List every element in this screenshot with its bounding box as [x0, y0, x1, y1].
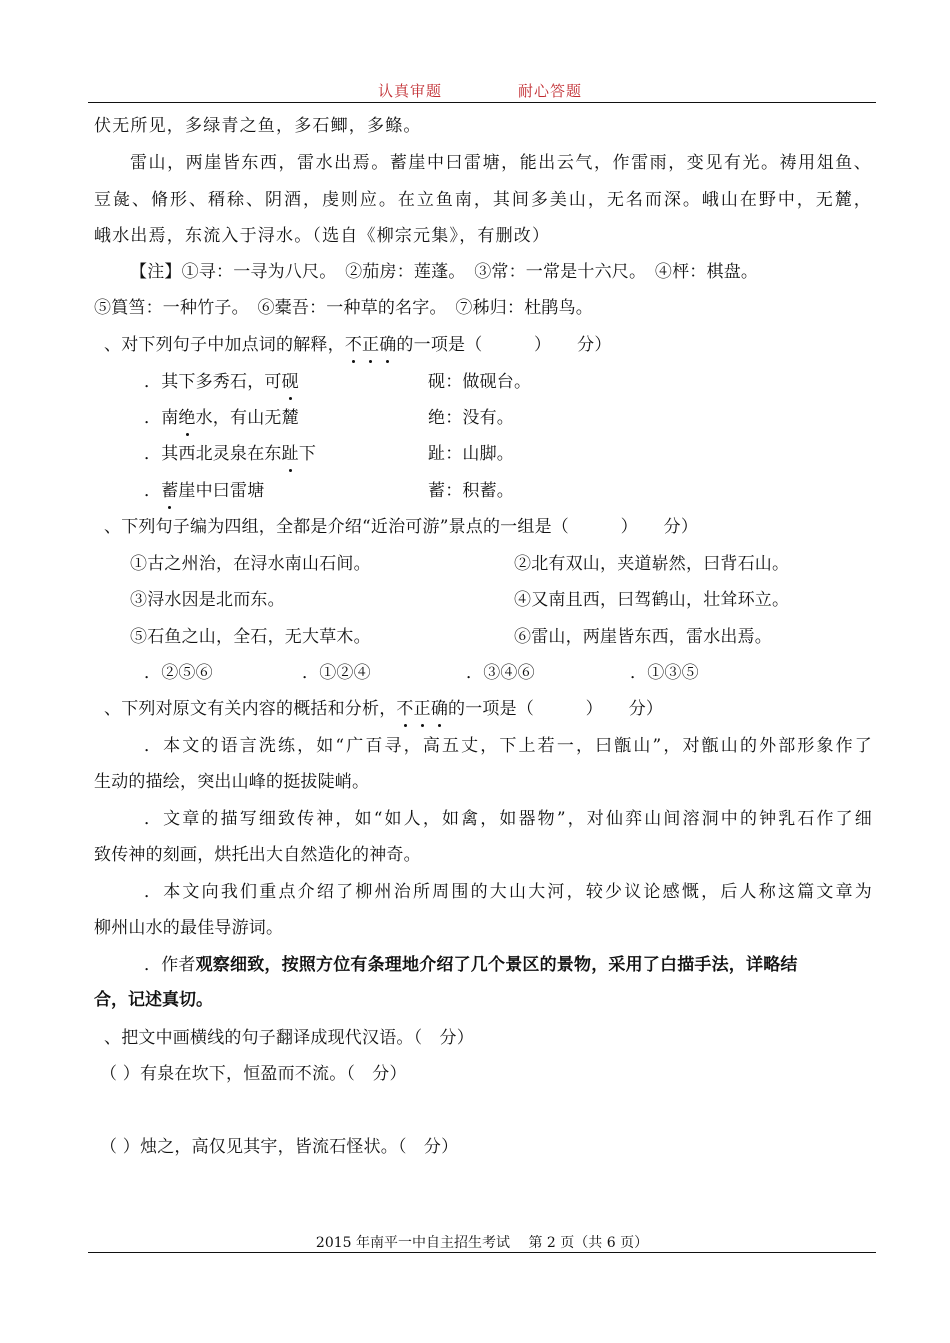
q3-stem-part-c: 的一项是（ ） 分） — [448, 699, 664, 719]
q4-sentence-2: （ ）烛之，高仅见其宇，皆流石怪状。（ 分） — [100, 1137, 459, 1157]
q2-item-1: ①古之州治，在浔水南山石间。 — [130, 554, 371, 574]
q1-option-b-text: ．南 — [144, 408, 179, 428]
q3-option-c-line-1: ．本文向我们重点介绍了柳州治所周围的大山大河，较少议论感慨，后人称这篇文章为 — [144, 882, 872, 902]
passage-line-1: 雷山，两崖皆东西，雷水出焉。蓄崖中曰雷塘，能出云气，作雷雨，变见有光。祷用俎鱼、 — [130, 153, 872, 173]
q1-option-a — [144, 370, 299, 394]
q3-dotted-emphasis: 不正确 — [396, 699, 449, 719]
q2-item-5: ⑤石鱼之山，全石，无大草木。 — [130, 627, 371, 647]
q3-option-b-line-2: 致传神的刻画，烘托出大自然造化的神奇。 — [94, 845, 421, 865]
question-4-stem: 、把文中画横线的句子翻译成现代汉语。（ 分） — [104, 1028, 474, 1048]
q2-choice-c: ．③④⑥ — [466, 663, 535, 683]
q1-option-d-explanation: 蓄：积蓄。 — [428, 481, 514, 501]
q1-option-a-text: ．其下多秀石，可 — [144, 372, 282, 392]
q1-option-b-explanation: 绝：没有。 — [428, 408, 514, 428]
q2-choice-b: ．①②④ — [302, 663, 371, 683]
q1-dotted-emphasis: 不正确 — [344, 335, 397, 355]
passage-line-3: 峨水出焉，东流入于浔水。（选自《柳宗元集》，有删改） — [94, 226, 551, 246]
q1-stem-part-c: 的一项是（ ） 分） — [396, 335, 612, 355]
question-3-stem — [104, 697, 663, 721]
page-footer: 2015 年南平一中自主招生考试 第 2 页（共 6 页） — [88, 1232, 876, 1253]
q2-item-3: ③浔水因是北而东。 — [130, 590, 285, 610]
q3-option-b-line-1: ．文章的描写细致传神，如“如人，如禽，如器物”，对仙弈山间溶洞中的钟乳石作了细 — [144, 809, 872, 829]
q1-option-c-text-b: 下 — [298, 444, 317, 464]
question-2-stem: 、下列句子编为四组，全都是介绍“近治可游”景点的一组是（ ） 分） — [104, 517, 699, 537]
q4-sentence-1: （ ）有泉在坎下，恒盈而不流。（ 分） — [100, 1064, 407, 1084]
q1-option-d-dotted-word: 蓄 — [161, 481, 179, 501]
header-left-text: 认真审题 — [378, 82, 443, 100]
q1-option-d-text: ． — [144, 481, 162, 501]
q3-option-d-line-1 — [144, 953, 798, 977]
q1-option-c-text: ．其西北灵泉在东 — [144, 444, 282, 464]
q2-item-6: ⑥雷山，两崖皆东西，雷水出焉。 — [514, 627, 772, 647]
q2-choice-d: ．①③⑤ — [630, 663, 699, 683]
q1-stem-part-a: 、对下列句子中加点词的解释， — [104, 335, 345, 355]
q1-option-c-explanation: 趾：山脚。 — [428, 444, 514, 464]
header-right-text: 耐心答题 — [518, 82, 583, 100]
q3-option-d-line-2: 合，记述真切。 — [94, 990, 213, 1010]
page-header — [88, 80, 876, 103]
q1-option-a-dotted-word: 砚 — [281, 372, 299, 392]
q1-option-d-text-b: 崖中曰雷塘 — [178, 481, 265, 501]
q1-option-b-text-b: 水，有山无麓 — [195, 408, 299, 428]
q1-option-b — [144, 406, 299, 430]
q1-option-c — [144, 442, 316, 466]
q1-option-b-dotted-word: 绝 — [178, 408, 196, 428]
q1-option-c-dotted-word: 趾 — [281, 444, 299, 464]
q1-option-a-explanation: 砚：做砚台。 — [428, 372, 532, 392]
notes-line-1: 【注】①寻：一寻为八尺。 ②茄房：莲蓬。 ③常：一常是十六尺。 ④枰：棋盘。 — [130, 262, 759, 282]
q3-option-c-line-2: 柳州山水的最佳导游词。 — [94, 918, 284, 938]
q2-item-4: ④又南且西，曰驾鹤山，壮耸环立。 — [514, 590, 790, 610]
q1-option-d — [144, 479, 264, 503]
q2-choice-a: ．②⑤⑥ — [144, 663, 213, 683]
q2-item-2: ②北有双山，夹道崭然，曰背石山。 — [514, 554, 790, 574]
q3-option-d-text-bold: 观察细致，按照方位有条理地介绍了几个景区的景物，采用了白描手法，详略结 — [195, 955, 798, 975]
q3-option-a-line-1: ．本文的语言洗练，如“广百寻，高五丈，下上若一，曰甑山”，对甑山的外部形象作了 — [144, 736, 872, 756]
passage-line-2: 豆彘、脩形、稰稌、阴酒，虔则应。在立鱼南，其间多美山，无名而深。峨山在野中，无麓， — [94, 190, 872, 210]
q3-stem-part-a: 、下列对原文有关内容的概括和分析， — [104, 699, 397, 719]
q3-option-a-line-2: 生动的描绘，突出山峰的挺拔陡峭。 — [94, 772, 370, 792]
passage-line-0: 伏无所见，多绿青之鱼，多石鲫，多鲦。 — [94, 116, 422, 136]
q3-option-d-text-a: ．作者 — [144, 955, 196, 975]
notes-line-2: ⑤篔筜：一种竹子。 ⑥橐吾：一种草的名字。 ⑦秭归：杜鹃鸟。 — [94, 298, 593, 318]
question-1-stem — [104, 333, 612, 357]
